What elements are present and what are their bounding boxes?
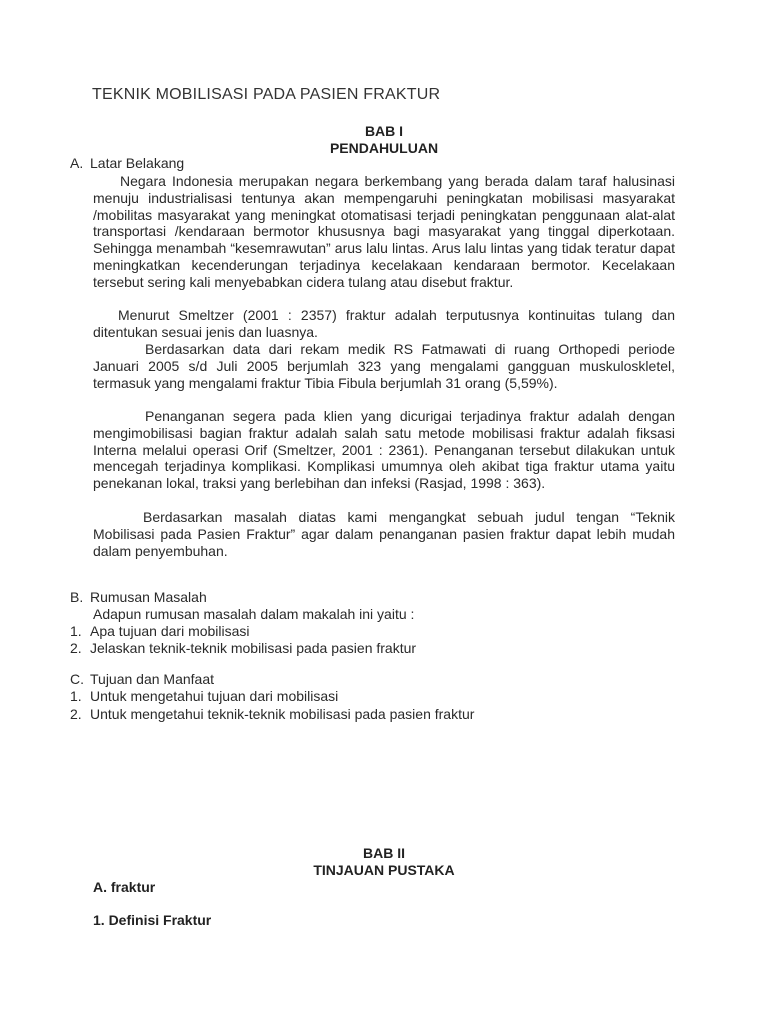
section-b-marker: B. [70, 589, 84, 605]
list-item-text: Jelaskan teknik-teknik mobilisasi pada pasien fraktur [90, 640, 417, 656]
subsection-heading: A. fraktur [93, 879, 156, 895]
chapter-title: PENDAHULUAN [329, 140, 439, 156]
section-c-heading: Tujuan dan Manfaat [90, 671, 215, 687]
paragraph-purpose: Berdasarkan masalah diatas kami mengangkat sebuah judul tengan “Teknik Mobilisasi pada Pasien Fraktur” agar dalam penanganan pasien fraktur dapat lebih mudah dalam penyembuhan. [93, 509, 675, 559]
list-item-number: 2. [70, 706, 82, 722]
document-title: TEKNIK MOBILISASI PADA PASIEN FRAKTUR [92, 86, 441, 103]
chapter-title: TINJAUAN PUSTAKA [313, 862, 455, 878]
section-a-marker: A. [70, 155, 84, 171]
list-item-number: 1. [70, 688, 82, 704]
subsection-heading: 1. Definisi Fraktur [93, 912, 212, 928]
list-item-number: 1. [70, 623, 82, 639]
section-a-heading: Latar Belakang [90, 155, 185, 171]
chapter-number: BAB I [364, 123, 404, 139]
list-item-number: 2. [70, 640, 82, 656]
chapter-number: BAB II [363, 845, 405, 861]
list-item-text: Apa tujuan dari mobilisasi [90, 623, 250, 639]
section-b-heading: Rumusan Masalah [90, 589, 207, 605]
section-b-intro: Adapun rumusan masalah dalam makalah ini yaitu : [93, 606, 415, 622]
list-item-text: Untuk mengetahui tujuan dari mobilisasi [90, 688, 339, 704]
list-item-text: Untuk mengetahui teknik-teknik mobilisasi pada pasien fraktur [90, 706, 475, 722]
paragraph-definition: Menurut Smeltzer (2001 : 2357) fraktur adalah terputusnya kontinuitas tulang dan ditentukan sesuai jenis dan luasnya. [93, 307, 675, 340]
section-c-marker: C. [70, 671, 84, 687]
paragraph-statistics: Berdasarkan data dari rekam medik RS Fatmawati di ruang Orthopedi periode Januari 2005 s/d Juli 2005 berjumlah 323 yang mengalami gangguan muskuloskletel, termasuk yang mengalami fraktur Tibia Fibula berjumlah 31 orang (5,59%). [93, 341, 675, 391]
paragraph-treatment: Penanganan segera pada klien yang dicurigai terjadinya fraktur adalah dengan mengimobilisasi bagian fraktur adalah salah satu metode mobilisasi fraktur adalah fiksasi Interna melalui operasi Orif (Smeltzer, 2001 : 2361). Penanganan tersebut dilakukan untuk mencegah terjadinya komplikasi. Komplikasi umumnya oleh akibat tiga fraktur utama yaitu penekanan lokal, traksi yang berlebihan dan infeksi (Rasjad, 1998 : 363). [93, 408, 675, 492]
paragraph-background: Negara Indonesia merupakan negara berkembang yang berada dalam taraf halusinasi menuju industrialisasi tentunya akan mempengaruhi peningkatan mobilisasi masyarakat /mobilitas masyarakat yang meningkat otomatisasi terjadi peningkatan penggunaan alat-alat transportasi /kendaraan bermotor khususnya bagi masyarakat yang tinggal diperkotaan. Sehingga menambah “kesemrawutan” arus lalu lintas. Arus lalu lintas yang tidak teratur dapat meningkatkan kecenderungan terjadinya kecelakaan kendaraan bermotor. Kecelakaan tersebut sering kali menyebabkan cidera tulang atau disebut fraktur. [93, 173, 675, 290]
